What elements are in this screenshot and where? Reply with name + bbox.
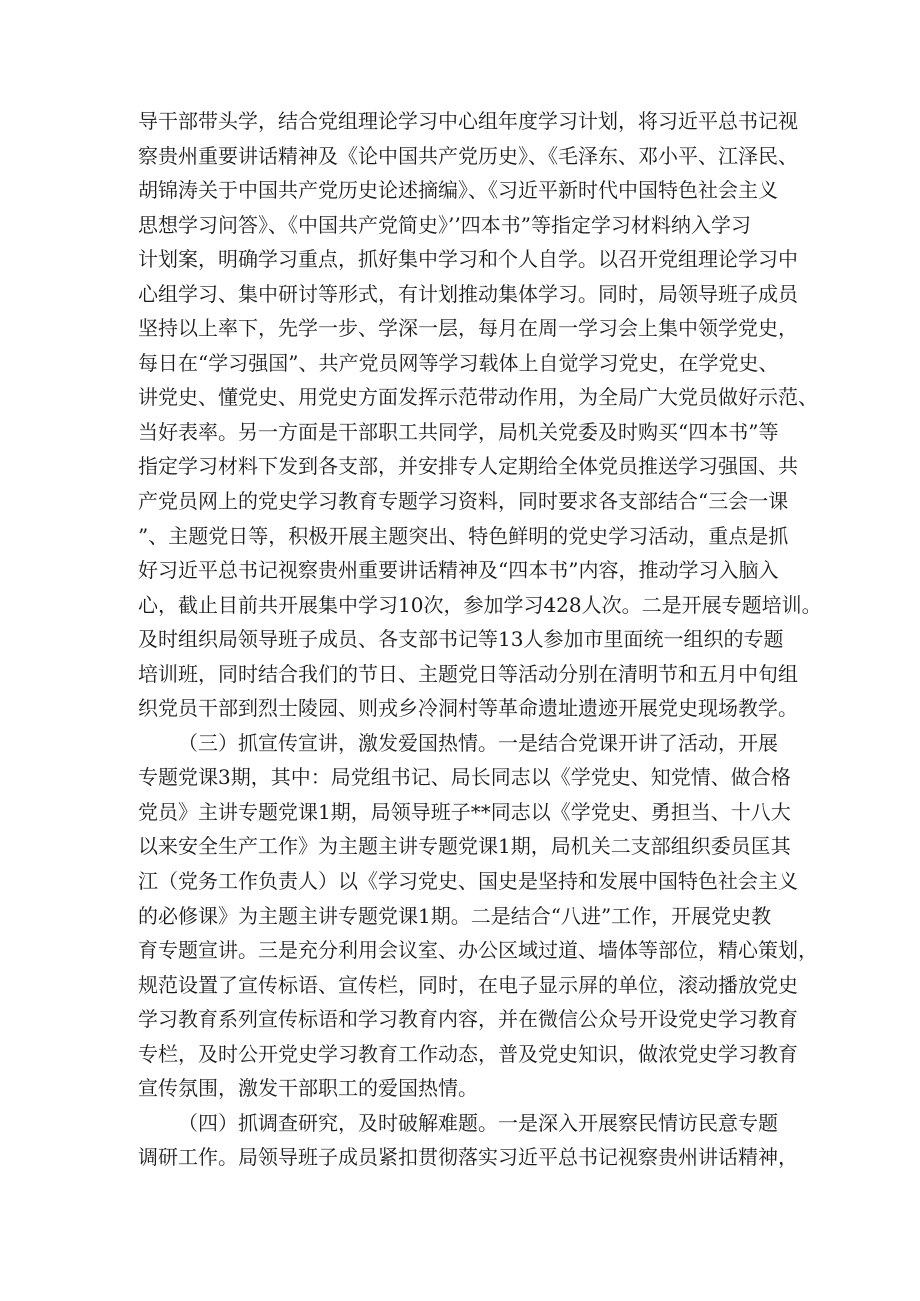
text-line: 及时组织局领导班子成员、各支部书记等13人参加市里面统一组织的专题: [138, 627, 784, 652]
text-line: 培训班，同时结合我们的节日、主题党日等活动分别在清明节和五月中旬组: [138, 661, 798, 686]
text-line: 计划案，明确学习重点，抓好集中学习和个人自学。以召开党组理论学习中: [138, 247, 798, 272]
body-text: [138, 104, 822, 1175]
text-line: 心组学习、集中研讨等形式，有计划推动集体学习。同时，局领导班子成员: [138, 281, 798, 306]
text-line: 江（党务工作负责人）以《学习党史、国史是坚持和发展中国特色社会主义: [138, 869, 798, 894]
text-line: 学习教育系列宣传标语和学习教育内容，并在微信公众号开设党史学习教育: [138, 1007, 798, 1032]
text-line: 调研工作。局领导班子成员紧扣贯彻落实习近平总书记视察贵州讲话精神，: [138, 1145, 798, 1170]
text-line: 专题党课3期，其中：局党组书记、局长同志以《学党史、知党情、做合格: [138, 765, 791, 790]
text-line: 的必修课》为主题主讲专题党课1期。二是结合“八进”工作，开展党史教: [138, 903, 772, 928]
text-line: ”、主题党日等，积极开展主题突出、特色鲜明的党史学习活动，重点是抓: [138, 523, 789, 548]
text-line: 思想学习问答》、《中国共产党简史》’’四本书”等指定学习材料纳入学习: [138, 212, 751, 237]
text-line: 讲党史、懂党史、用党史方面发挥示范带动作用，为全局广大党员做好示范、: [138, 385, 818, 410]
text-line: 织党员干部到烈士陵园、则戎乡冷洞村等革命遗址遗迹开展党史现场教学。: [138, 696, 798, 721]
text-line: 宣传氛围，激发干部职工的爱国热情。: [138, 1076, 478, 1101]
text-line: 规范设置了宣传标语、宣传栏，同时，在电子显示屏的单位，滚动播放党史: [138, 972, 798, 997]
text-line: 指定学习材料下发到各支部，并安排专人定期给全体党员推送学习强国、共: [138, 454, 798, 479]
text-line: 坚持以上率下，先学一步、学深一层，每月在周一学习会上集中领学党史，: [138, 316, 798, 341]
text-line: 察贵州重要讲话精神及《论中国共产党历史》、《毛泽东、邓小平、江泽民、: [138, 143, 798, 168]
text-line: 导干部带头学，结合党组理论学习中心组年度学习计划，将习近平总书记视: [138, 109, 798, 133]
text-line: 以来安全生产工作》为主题主讲专题党课1期，局机关二支部组织委员匡其: [138, 834, 791, 859]
text-line: 好习近平总书记视察贵州重要讲话精神及“四本书”内容，推动学习入脑入: [138, 558, 779, 583]
text-line: 心，截止目前共开展集中学习10次，参加学习428人次。二是开展专题培训。: [138, 592, 822, 617]
section-heading-line: （四）抓调查研究，及时破解难题。一是深入开展察民情访民意专题: [178, 1110, 778, 1135]
section-heading-line: （三）抓宣传宣讲，激发爱国热情。一是结合党课开讲了活动，开展: [178, 730, 778, 755]
text-line: 产党员网上的党史学习教育专题学习资料，同时要求各支部结合“三会一课: [138, 489, 789, 514]
text-line: 当好表率。另一方面是干部职工共同学，局机关党委及时购买“四本书”等: [138, 419, 779, 444]
text-line: 专栏，及时公开党史学习教育工作动态，普及党史知识，做浓党史学习教育: [138, 1041, 798, 1066]
text-line: 党员》主讲专题党课1期，局领导班子**同志以《学党史、勇担当、十八大: [138, 799, 791, 824]
text-line: 育专题宣讲。三是充分利用会议室、办公区域过道、墙体等部位，精心策划，: [138, 938, 818, 963]
text-line: 胡锦涛关于中国共产党历史论述摘编》、《习近平新时代中国特色社会主义: [138, 178, 778, 203]
text-line: 每日在“学习强国”、共产党员网等学习载体上自觉学习党史，在学党史、: [138, 350, 779, 375]
